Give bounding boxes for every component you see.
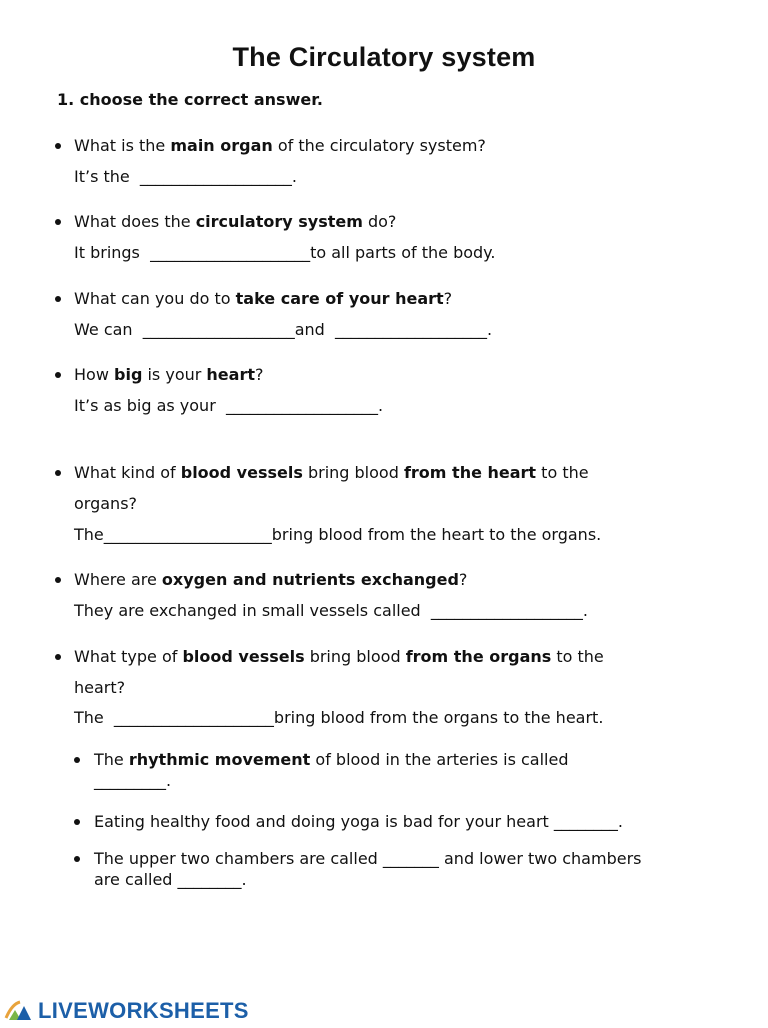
liveworksheets-logo [2,996,249,1026]
answer-line[interactable]: They are exchanged in small vessels called ___________________. [74,601,588,620]
question-text: bring blood [302,463,404,482]
question-keyword: oxygen and nutrients exchanged [161,570,459,589]
bullet-icon [55,296,61,302]
question-text: bring blood [304,647,406,666]
question-text: ? [458,570,468,589]
bullet-icon [55,470,61,476]
question-circulatory-function [74,212,396,232]
question-keyword: big [114,365,143,384]
question-veins [74,647,604,667]
logo-icon [2,998,36,1024]
question-text: do? [362,212,397,231]
bullet-icon [55,654,61,660]
bullet-icon [74,819,80,825]
question-text: What kind of [74,463,181,482]
bullet-icon [55,577,61,583]
question-keyword: from the heart [403,463,537,482]
question-keyword: circulatory system [195,212,363,231]
statement-keyword: rhythmic movement [128,750,311,769]
bullet-icon [74,856,80,862]
question-text: is your [142,365,207,384]
question-keyword: heart [206,365,255,384]
question-keyword: main organ [170,136,273,155]
answer-line[interactable]: It’s as big as your ___________________. [74,396,384,415]
question-text: of the circulatory system? [272,136,486,155]
answer-line[interactable]: The ____________________bring blood from the organs to the heart. [74,708,604,727]
answer-line[interactable]: It brings ____________________to all parts of the body. [74,243,496,262]
question-text: What can you do to [74,289,236,308]
answer-line[interactable]: The_____________________bring blood from the heart to the organs. [74,525,602,544]
section-heading: 1. choose the correct answer. [57,90,323,109]
statement-continuation[interactable]: are called ________. [94,870,247,889]
question-text: ? [254,365,264,384]
bullet-icon [55,143,61,149]
question-continuation: heart? [74,678,126,697]
question-text: to the [551,647,604,666]
question-text: to the [536,463,589,482]
question-heart-care [74,289,452,309]
statement-pulse [94,750,569,770]
statement-yoga[interactable]: Eating healthy food and doing yoga is bad for your heart ________. [94,812,623,831]
statement-text: The [94,750,129,769]
answer-line[interactable]: _________. [94,771,172,790]
bullet-icon [55,372,61,378]
logo-text: LIVEWORKSHEETS [38,998,249,1023]
question-heart-size [74,365,263,385]
bullet-icon [55,219,61,225]
question-keyword: blood vessels [182,647,305,666]
answer-line[interactable]: It’s the ___________________. [74,167,298,186]
question-text: What type of [74,647,183,666]
statement-chambers[interactable]: The upper two chambers are called _______ and lower two chambers [94,849,642,868]
answer-line[interactable]: We can ___________________and ___________________. [74,320,493,339]
question-text: What is the [74,136,171,155]
question-text: Where are [74,570,162,589]
question-keyword: take care of your heart [235,289,444,308]
page-title: The Circulatory system [232,42,536,72]
question-text: What does the [74,212,196,231]
bullet-icon [74,757,80,763]
question-main-organ [74,136,486,156]
question-capillaries [74,570,467,590]
question-arteries [74,463,589,483]
question-keyword: blood vessels [180,463,303,482]
question-text: How [74,365,114,384]
question-keyword: from the organs [405,647,552,666]
question-continuation: organs? [74,494,138,513]
statement-text: of blood in the arteries is called [310,750,569,769]
question-text: ? [443,289,453,308]
